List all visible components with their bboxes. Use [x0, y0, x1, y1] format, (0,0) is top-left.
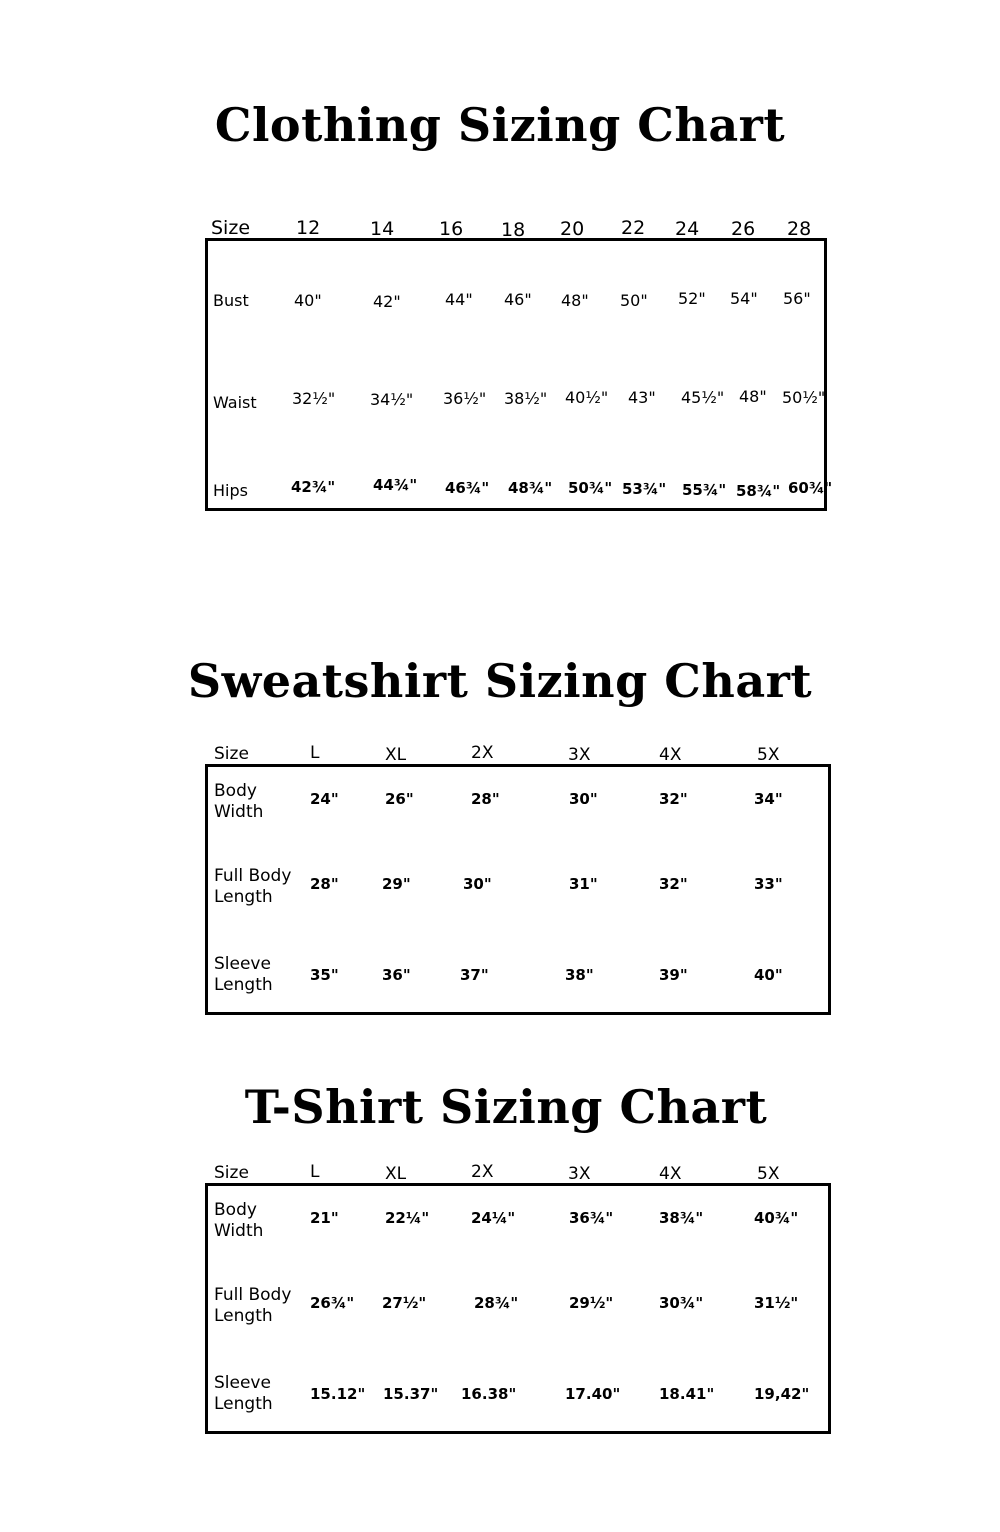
clothing-row-label-hips: Hips — [213, 481, 248, 500]
tshirt-size-header: L — [310, 1162, 320, 1182]
clothing-waist-value: 34½" — [370, 390, 414, 409]
tshirt-size-header: 2X — [471, 1162, 494, 1182]
clothing-size-header: 12 — [296, 217, 321, 239]
sweatshirt-body-width-value: 34" — [754, 790, 783, 808]
tshirt-sleeve-length-value: 18.41" — [659, 1385, 715, 1403]
clothing-bust-value: 42" — [373, 292, 401, 311]
sweatshirt-row-label-sleeve-length: Sleeve Length — [214, 954, 273, 995]
tshirt-full-body-length-value: 29½" — [569, 1294, 614, 1312]
sweatshirt-sleeve-length-value: 35" — [310, 966, 339, 984]
sweatshirt-sleeve-length-value: 40" — [754, 966, 783, 984]
sweatshirt-body-width-value: 30" — [569, 790, 598, 808]
clothing-size-header: 16 — [439, 218, 464, 240]
clothing-hips-value: 44¾" — [373, 476, 418, 494]
clothing-bust-value: 40" — [294, 291, 322, 310]
clothing-row-label-bust: Bust — [213, 291, 249, 310]
sweatshirt-size-header: 3X — [568, 745, 591, 765]
tshirt-full-body-length-value: 30¾" — [659, 1294, 704, 1312]
tshirt-full-body-length-value: 28¾" — [474, 1294, 519, 1312]
sweatshirt-full-body-length-value: 30" — [463, 875, 492, 893]
sweatshirt-sleeve-length-value: 37" — [460, 966, 489, 984]
clothing-waist-value: 32½" — [292, 389, 336, 408]
clothing-hips-value: 42¾" — [291, 478, 336, 496]
tshirt-row-label-full-body-length: Full Body Length — [214, 1285, 292, 1326]
tshirt-body-width-value: 38¾" — [659, 1209, 704, 1227]
tshirt-full-body-length-value: 31½" — [754, 1294, 799, 1312]
clothing-size-header: 20 — [560, 218, 585, 240]
clothing-waist-value: 48" — [739, 387, 767, 406]
tshirt-sleeve-length-value: 19,42" — [754, 1385, 810, 1403]
tshirt-sleeve-length-value: 15.12" — [310, 1385, 366, 1403]
clothing-size-label: Size — [211, 217, 251, 239]
clothing-bust-value: 46" — [504, 290, 532, 309]
clothing-hips-value: 48¾" — [508, 479, 553, 497]
clothing-table-box — [205, 238, 827, 511]
sweatshirt-size-label: Size — [214, 744, 249, 764]
clothing-hips-value: 58¾" — [736, 482, 781, 500]
clothing-waist-value: 40½" — [565, 388, 609, 407]
tshirt-body-width-value: 24¼" — [471, 1209, 516, 1227]
sweatshirt-sleeve-length-value: 38" — [565, 966, 594, 984]
clothing-bust-value: 52" — [678, 289, 706, 308]
tshirt-full-body-length-value: 26¾" — [310, 1294, 355, 1312]
sweatshirt-full-body-length-value: 32" — [659, 875, 688, 893]
tshirt-body-width-value: 22¼" — [385, 1209, 430, 1227]
tshirt-body-width-value: 36¾" — [569, 1209, 614, 1227]
sweatshirt-full-body-length-value: 29" — [382, 875, 411, 893]
clothing-hips-value: 53¾" — [622, 480, 667, 498]
sweatshirt-row-label-body-width: Body Width — [214, 781, 264, 822]
sweatshirt-body-width-value: 28" — [471, 790, 500, 808]
sweatshirt-sleeve-length-value: 36" — [382, 966, 411, 984]
clothing-size-header: 14 — [370, 218, 395, 240]
tshirt-full-body-length-value: 27½" — [382, 1294, 427, 1312]
tshirt-size-label: Size — [214, 1163, 249, 1183]
tshirt-chart-title: T-Shirt Sizing Chart — [244, 1080, 768, 1134]
clothing-size-header: 28 — [787, 218, 812, 240]
clothing-row-label-waist: Waist — [213, 393, 257, 412]
clothing-hips-value: 55¾" — [682, 481, 727, 499]
clothing-bust-value: 54" — [730, 289, 758, 308]
sweatshirt-sleeve-length-value: 39" — [659, 966, 688, 984]
sweatshirt-size-header: 5X — [757, 745, 780, 765]
tshirt-row-label-body-width: Body Width — [214, 1200, 264, 1241]
clothing-bust-value: 56" — [783, 289, 811, 308]
clothing-size-header: 18 — [501, 219, 526, 241]
tshirt-sleeve-length-value: 17.40" — [565, 1385, 621, 1403]
sweatshirt-full-body-length-value: 28" — [310, 875, 339, 893]
tshirt-size-header: XL — [385, 1164, 407, 1184]
tshirt-size-header: 3X — [568, 1164, 591, 1184]
tshirt-body-width-value: 21" — [310, 1209, 339, 1227]
clothing-waist-value: 36½" — [443, 389, 487, 408]
clothing-hips-value: 46¾" — [445, 479, 490, 497]
clothing-hips-value: 50¾" — [568, 479, 613, 497]
clothing-waist-value: 45½" — [681, 388, 725, 407]
clothing-size-header: 26 — [731, 218, 756, 240]
sweatshirt-size-header: XL — [385, 745, 407, 765]
clothing-waist-value: 38½" — [504, 389, 548, 408]
tshirt-row-label-sleeve-length: Sleeve Length — [214, 1373, 273, 1414]
clothing-bust-value: 48" — [561, 291, 589, 310]
sweatshirt-row-label-full-body-length: Full Body Length — [214, 866, 292, 907]
clothing-hips-value: 60¾" — [788, 479, 833, 497]
sweatshirt-size-header: L — [310, 743, 320, 763]
sweatshirt-full-body-length-value: 31" — [569, 875, 598, 893]
clothing-waist-value: 43" — [628, 388, 656, 407]
sweatshirt-body-width-value: 24" — [310, 790, 339, 808]
sweatshirt-body-width-value: 32" — [659, 790, 688, 808]
clothing-waist-value: 50½" — [782, 388, 826, 407]
sweatshirt-size-header: 4X — [659, 745, 682, 765]
sweatshirt-full-body-length-value: 33" — [754, 875, 783, 893]
sweatshirt-size-header: 2X — [471, 743, 494, 763]
sweatshirt-body-width-value: 26" — [385, 790, 414, 808]
clothing-bust-value: 50" — [620, 291, 648, 310]
clothing-size-header: 22 — [621, 217, 646, 239]
tshirt-size-header: 4X — [659, 1164, 682, 1184]
tshirt-sleeve-length-value: 15.37" — [383, 1385, 439, 1403]
tshirt-sleeve-length-value: 16.38" — [461, 1385, 517, 1403]
clothing-chart-title: Clothing Sizing Chart — [214, 98, 786, 152]
tshirt-size-header: 5X — [757, 1164, 780, 1184]
tshirt-body-width-value: 40¾" — [754, 1209, 799, 1227]
clothing-size-header: 24 — [675, 218, 700, 240]
clothing-bust-value: 44" — [445, 290, 473, 309]
sweatshirt-chart-title: Sweatshirt Sizing Chart — [187, 654, 813, 708]
